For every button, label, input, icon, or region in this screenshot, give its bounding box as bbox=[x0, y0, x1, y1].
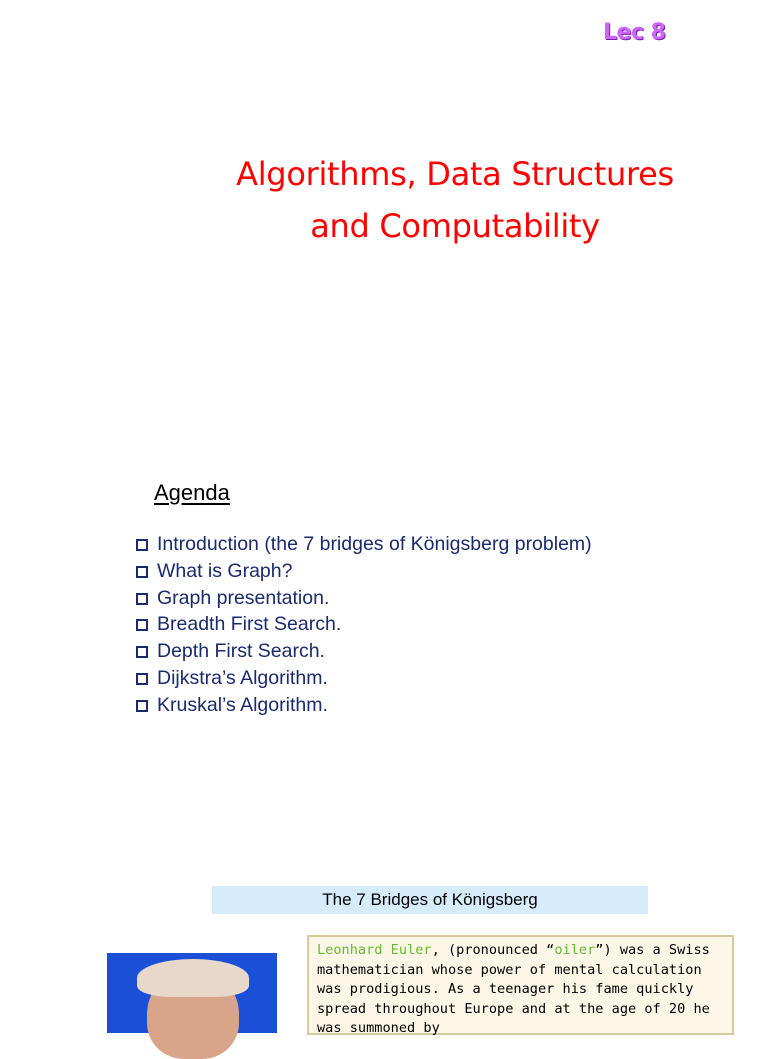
checkbox-icon bbox=[136, 700, 148, 712]
agenda-item-label: What is Graph? bbox=[157, 559, 293, 582]
agenda-item-label: Kruskal’s Algorithm. bbox=[157, 693, 328, 716]
checkbox-icon bbox=[136, 593, 148, 605]
agenda-item bbox=[136, 585, 592, 612]
checkbox-icon bbox=[136, 619, 148, 631]
agenda-item bbox=[136, 665, 592, 692]
euler-bio-box bbox=[307, 935, 734, 1035]
checkbox-icon bbox=[136, 539, 148, 551]
title-line-1: Algorithms, Data Structures bbox=[236, 155, 674, 193]
agenda-list bbox=[136, 531, 592, 719]
bio-pronunciation: oiler bbox=[554, 942, 596, 958]
euler-portrait bbox=[107, 953, 277, 1033]
document-title bbox=[150, 148, 760, 252]
agenda-item bbox=[136, 531, 592, 558]
section-banner: The 7 Bridges of Königsberg bbox=[212, 886, 648, 914]
agenda-item bbox=[136, 558, 592, 585]
lecture-number-tag: Lec 8 bbox=[603, 20, 666, 45]
agenda-item bbox=[136, 692, 592, 719]
agenda-heading: Agenda bbox=[154, 480, 230, 505]
bio-name: Leonhard Euler bbox=[317, 942, 432, 958]
agenda-item-label: Introduction (the 7 bridges of Königsberg problem) bbox=[157, 533, 592, 555]
agenda-item-label: Breadth First Search. bbox=[157, 613, 342, 636]
agenda-item-label: Graph presentation. bbox=[157, 586, 330, 609]
agenda-item-label: Depth First Search. bbox=[157, 640, 325, 663]
agenda-item bbox=[136, 611, 592, 638]
bio-text-2: ”) was a Swiss mathematician whose power of mental calculation was prodigious. As a teenager his fame quickly spread throughout Europe and at the age of 20 he was summoned by bbox=[317, 942, 710, 1036]
checkbox-icon bbox=[136, 673, 148, 685]
bio-text-1: , (pronounced “ bbox=[431, 942, 555, 958]
checkbox-icon bbox=[136, 646, 148, 658]
portrait-turban bbox=[137, 959, 249, 997]
title-line-2: and Computability bbox=[310, 207, 600, 245]
agenda-item-label: Dijkstra’s Algorithm. bbox=[157, 666, 328, 689]
checkbox-icon bbox=[136, 566, 148, 578]
agenda-item bbox=[136, 638, 592, 665]
